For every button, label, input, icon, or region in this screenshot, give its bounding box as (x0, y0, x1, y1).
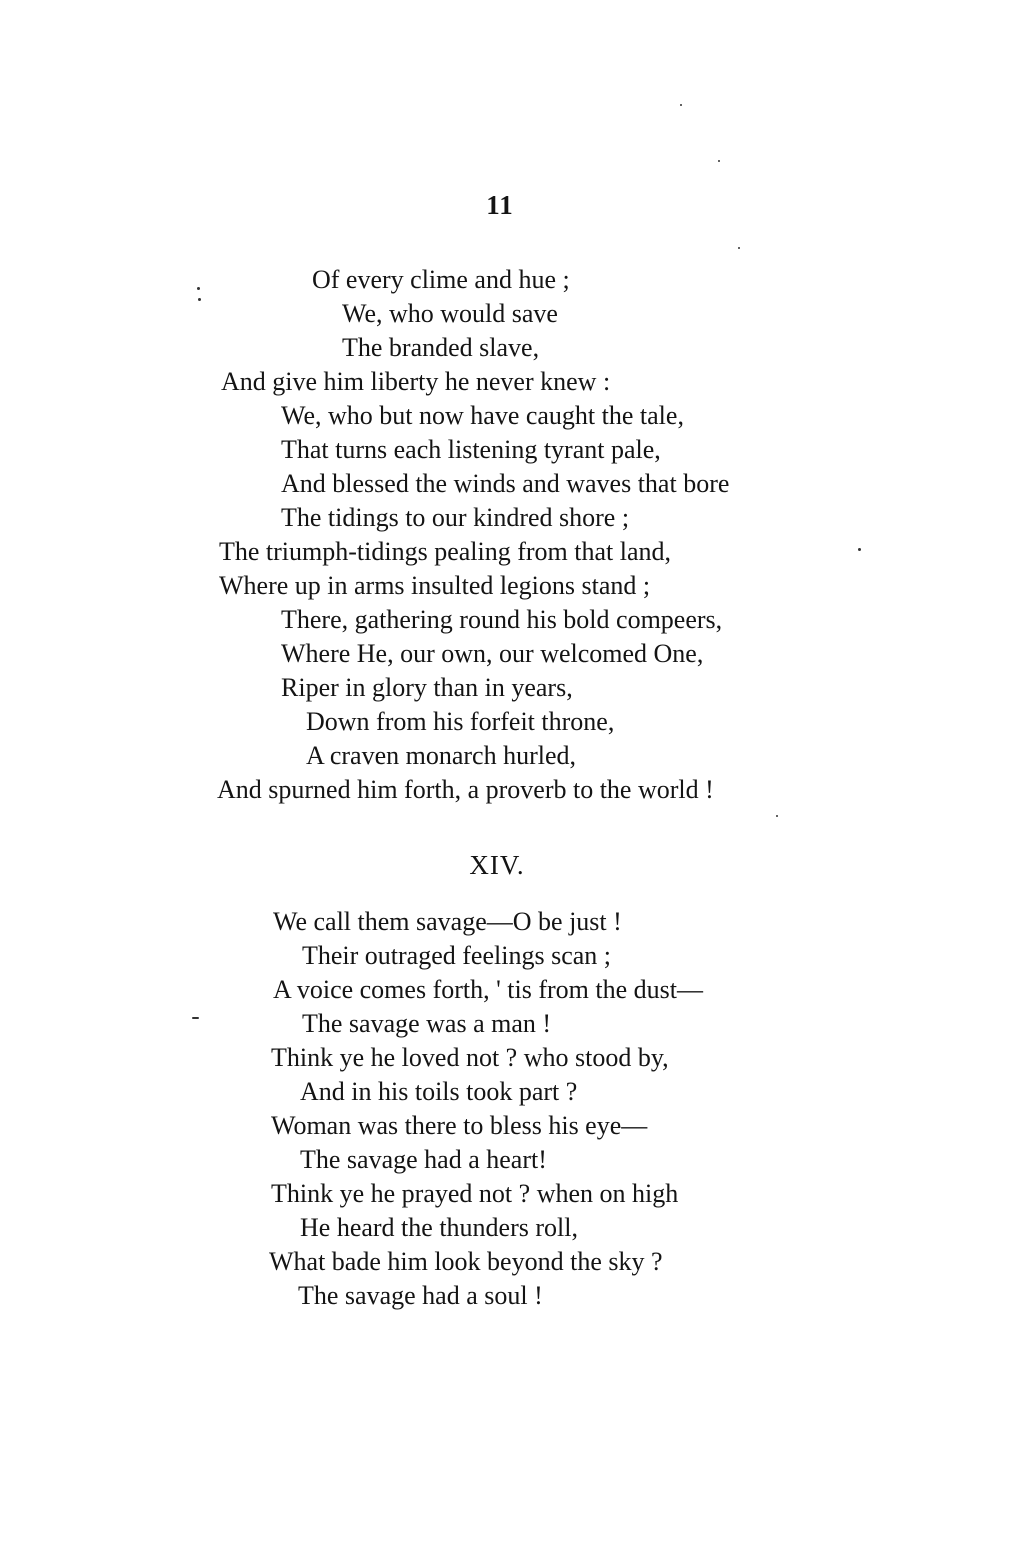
scan-speck (680, 104, 682, 106)
poem-line: And give him liberty he never knew : (221, 367, 611, 396)
poem-line: The branded slave, (342, 333, 540, 362)
poem-line: Their outraged feelings scan ; (302, 941, 611, 970)
stanza-heading: XIV. (469, 850, 525, 880)
poem-line: Where He, our own, our welcomed One, (281, 639, 704, 668)
scan-speck (192, 1017, 199, 1019)
poem-line: Think ye he loved not ? who stood by, (271, 1043, 669, 1072)
poem-line: A craven monarch hurled, (306, 741, 577, 770)
poem-line: Riper in glory than in years, (281, 673, 573, 702)
scan-speck (197, 287, 200, 290)
poem-line: That turns each listening tyrant pale, (281, 435, 661, 464)
poem-line: We, who but now have caught the tale, (281, 401, 684, 430)
poem-line: Woman was there to bless his eye— (271, 1111, 648, 1140)
scan-speck (858, 548, 861, 551)
poem-line: The savage had a heart! (300, 1145, 547, 1174)
scan-speck (738, 247, 740, 249)
scan-speck (718, 160, 720, 162)
poem-line: The savage was a man ! (302, 1009, 552, 1038)
poem-line: A voice comes forth, ' tis from the dust— (273, 975, 704, 1004)
poem-line: And spurned him forth, a proverb to the world ! (217, 775, 714, 804)
poem-line: And in his toils took part ? (300, 1077, 578, 1106)
poem-line: The tidings to our kindred shore ; (281, 503, 630, 532)
poem-line: What bade him look beyond the sky ? (269, 1247, 663, 1276)
poem-line: Think ye he prayed not ? when on high (271, 1179, 679, 1208)
poem-line: The savage had a soul ! (298, 1281, 543, 1310)
scan-speck (198, 298, 201, 301)
page-number: 11 (486, 190, 514, 220)
poem-line: There, gathering round his bold compeers, (281, 605, 723, 634)
scan-speck (776, 815, 778, 817)
poem-line: He heard the thunders roll, (300, 1213, 578, 1242)
poem-line: And blessed the winds and waves that bore (281, 469, 730, 498)
poem-line: Where up in arms insulted legions stand ; (219, 571, 651, 600)
poem-line: We, who would save (342, 299, 558, 328)
poem-line: The triumph-tidings pealing from that land, (219, 537, 672, 566)
poem-line: We call them savage—O be just ! (273, 907, 622, 936)
poem-line: Down from his forfeit throne, (306, 707, 615, 736)
poem-line: Of every clime and hue ; (312, 265, 570, 294)
